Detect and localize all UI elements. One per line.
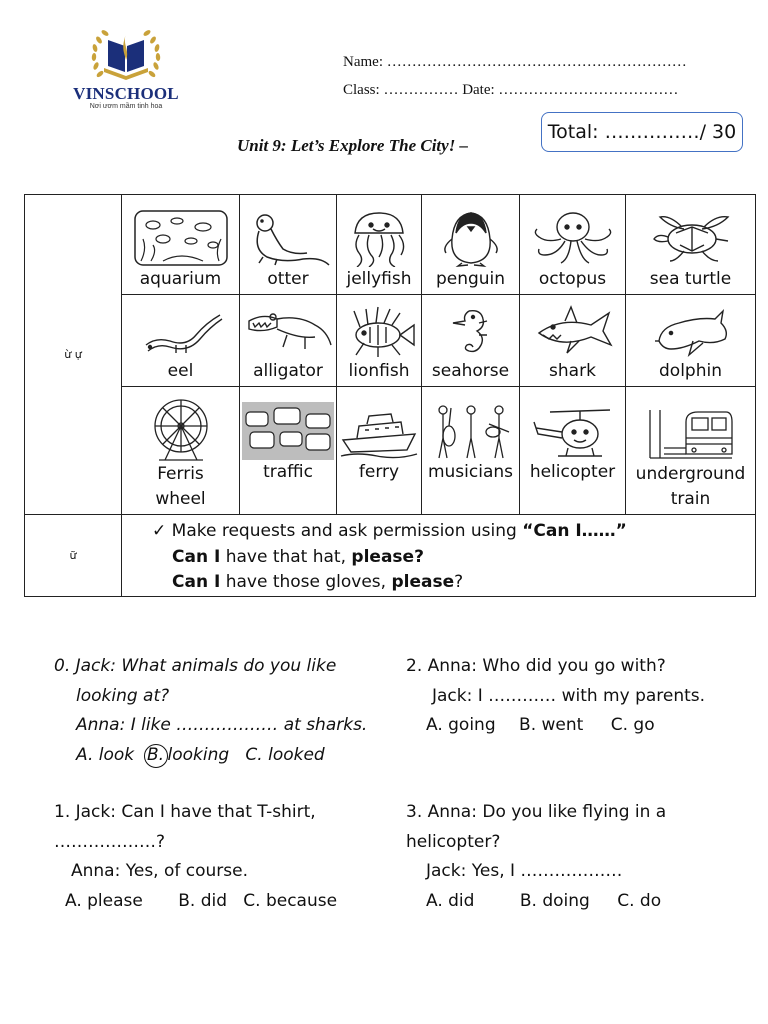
grammar-line-2: Can I have that hat, please? (172, 546, 424, 567)
word-label: sea turtle (649, 269, 732, 289)
word-label: traffic (263, 462, 313, 482)
traffic-icon (242, 402, 334, 460)
vocab-cell-alligator (240, 295, 337, 387)
word-label: ferry (358, 462, 400, 482)
helicopter-icon (528, 402, 618, 460)
question-3-options (406, 887, 666, 917)
logo-slogan: Nơi ươm mầm tinh hoa (89, 103, 163, 110)
word-label: underground train (635, 464, 746, 509)
word-label: octopus (538, 269, 607, 289)
eel-icon (136, 305, 226, 359)
vocab-cell-traffic (240, 387, 337, 515)
word-label: otter (267, 269, 309, 289)
grammar-line-3: Can I have those gloves, please? (172, 572, 464, 592)
logo-name: VINSCHOOL (73, 84, 179, 103)
vocab-cell-penguin (422, 195, 520, 295)
word-label: alligator (253, 361, 323, 381)
vocab-cell-shark (520, 295, 626, 387)
penguin-icon (436, 209, 506, 267)
word-label: aquarium (139, 269, 222, 289)
option-c[interactable]: C. because (243, 890, 338, 911)
word-label: shark (549, 361, 596, 381)
word-label: penguin (435, 269, 506, 289)
vocab-cell-otter (240, 195, 337, 295)
ferris-wheel-icon (139, 396, 223, 462)
word-label: helicopter (529, 462, 616, 482)
option-b[interactable]: B. doing (519, 890, 590, 911)
grammar-line-1: ✓ Make requests and ask permission using “Can I……” (152, 521, 627, 541)
vocab-side-label: ừ ự (25, 195, 122, 515)
train-icon (646, 404, 736, 462)
vocab-cell-seahorse (422, 295, 520, 387)
alligator-icon (243, 305, 333, 359)
question-0-options: A. look B. looking C. looked (54, 741, 367, 771)
octopus-icon (527, 209, 619, 267)
option-b-circled[interactable]: B. (144, 744, 168, 768)
question-1: 1. Jack: Can I have that T-shirt, ………………? Anna: Yes, of course. A. please B. did C. because (54, 798, 337, 916)
lionfish-icon (338, 305, 420, 359)
vocab-cell-dolphin (626, 295, 756, 387)
question-1-options (54, 887, 337, 917)
dolphin-icon (649, 305, 733, 359)
grammar-cell (122, 515, 756, 597)
word-label: seahorse (431, 361, 510, 381)
word-label: lionfish (348, 361, 410, 381)
option-b[interactable]: B. did (178, 890, 228, 911)
sea-turtle-icon (646, 209, 736, 267)
vocab-cell-eel (122, 295, 240, 387)
question-3: 3. Anna: Do you like flying in a helicopter? Jack: Yes, I ……………… A. did B. doing C. do (406, 798, 666, 916)
vocab-cell-aquarium (122, 195, 240, 295)
class-date-field[interactable]: Class: …………… Date: ……………………………… (343, 82, 679, 98)
option-b[interactable]: B. went (519, 715, 584, 735)
vocab-cell-ferris-wheel (122, 387, 240, 515)
vocabulary-table (24, 194, 756, 597)
vocab-cell-jellyfish (337, 195, 422, 295)
question-2: 2. Anna: Who did you go with? Jack: I ………… with my parents. A. going B. went C. go (406, 652, 705, 741)
seahorse-icon (441, 305, 501, 359)
option-c[interactable]: C. go (610, 715, 655, 735)
word-label: Ferris wheel (155, 464, 206, 509)
vocab-cell-underground-train (626, 387, 756, 515)
word-label: jellyfish (346, 269, 412, 289)
option-a[interactable]: A. please (65, 890, 143, 911)
word-label: eel (167, 361, 194, 381)
vocab-cell-ferry (337, 387, 422, 515)
option-c[interactable]: C. looked (245, 744, 325, 765)
total-score-box: Total: ……………/ 30 (541, 112, 743, 152)
vocab-cell-lionfish (337, 295, 422, 387)
vocab-cell-octopus (520, 195, 626, 295)
word-label: musicians (427, 462, 514, 482)
jellyfish-icon (337, 209, 421, 267)
aquarium-icon (133, 209, 229, 267)
option-a[interactable]: A. going (426, 715, 496, 735)
musicians-icon (429, 402, 513, 460)
option-a[interactable]: A. look (76, 744, 135, 765)
option-a[interactable]: A. did (426, 890, 475, 911)
vocab-cell-helicopter (520, 387, 626, 515)
check-icon: ✓ (152, 521, 167, 541)
ferry-icon (337, 402, 421, 460)
otter-icon (243, 209, 333, 267)
vocab-cell-musicians (422, 387, 520, 515)
question-2-options (406, 711, 705, 741)
question-0: 0. Jack: What animals do you like looking at? Anna: I like ……………… at sharks. A. look B. looking C. looked (54, 652, 367, 770)
option-c[interactable]: C. do (617, 890, 662, 911)
word-label: dolphin (659, 361, 722, 381)
vocab-cell-sea-turtle (626, 195, 756, 295)
name-field[interactable]: Name: …………………………………………………… (343, 54, 687, 70)
grammar-side-label: ữ (25, 515, 122, 597)
shark-icon (531, 305, 615, 359)
vinschool-logo (88, 26, 164, 90)
unit-title: Unit 9: Let’s Explore The City! – (237, 136, 469, 155)
